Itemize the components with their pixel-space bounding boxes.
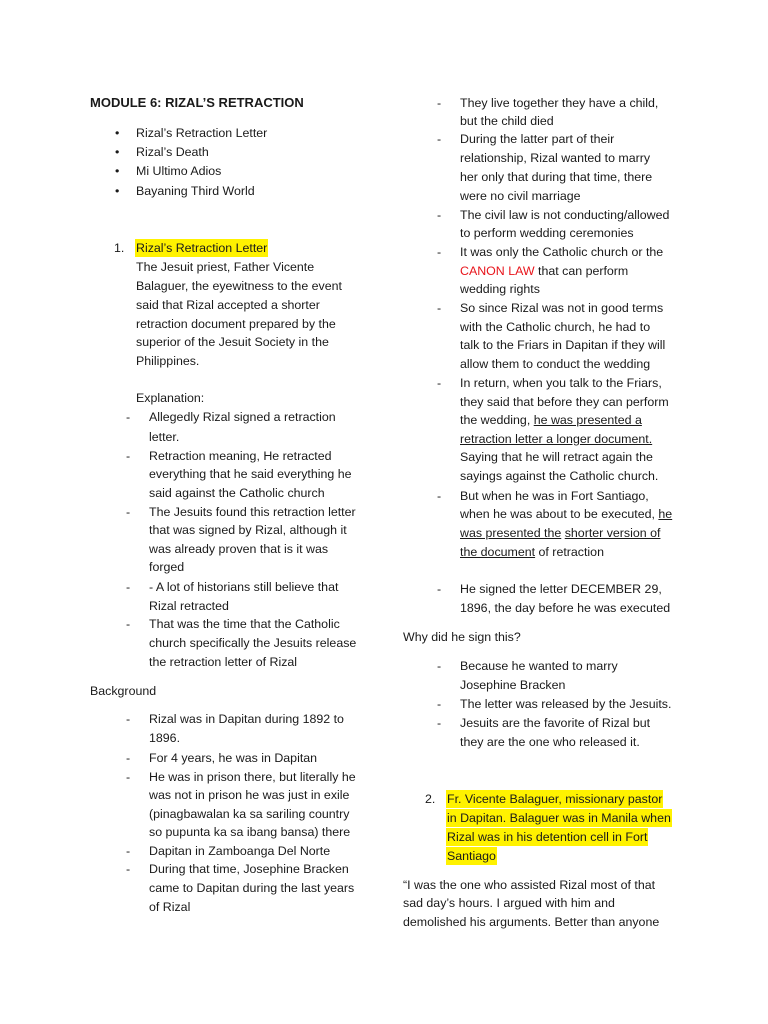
list-item-cont: (pinagbawalan ka sa sariling country [149, 807, 350, 821]
list-item-cont: was not in prison he was just in exile [149, 788, 350, 802]
canon-law-highlight: CANON LAW [460, 264, 535, 278]
list-item: - He signed the letter DECEMBER 29, [460, 580, 662, 598]
section1-heading: Rizal’s Retraction Letter [136, 241, 268, 255]
list-item-cont: to perform wedding ceremonies [460, 226, 634, 240]
list-item: - He was in prison there, but literally he [149, 768, 356, 786]
list-item: - That was the time that the Catholic [149, 615, 340, 633]
list-item-cont: her only that during that time, there [460, 170, 653, 184]
paragraph-line: said that Rizal accepted a shorter [136, 298, 320, 312]
list-item: - In return, when you talk to the Friars, [460, 374, 662, 392]
list-item: - The letter was released by the Jesuits. [460, 695, 671, 713]
section1-number: 1. [114, 241, 125, 255]
list-item: - Jesuits are the favorite of Rizal but [460, 714, 650, 732]
topic-item: • Mi Ultimo Adios [136, 162, 221, 180]
list-item-cont: church specifically the Jesuits release [149, 636, 357, 650]
paragraph-line: superior of the Jesuit Society in the [136, 335, 329, 349]
list-item-cont: Josephine Bracken [460, 678, 566, 692]
list-item: - It was only the Catholic church or the [460, 243, 663, 261]
why-label: Why did he sign this? [403, 630, 521, 644]
text-run: the wedding, [460, 413, 534, 427]
list-item: - - A lot of historians still believe that [149, 578, 338, 596]
list-item-cont: said against the Catholic church [149, 486, 325, 500]
list-item: - Because he wanted to marry [460, 657, 618, 675]
topic-item: • Rizal’s Retraction Letter [136, 124, 267, 142]
list-item: - During that time, Josephine Bracken [149, 860, 349, 878]
list-item-cont [460, 505, 672, 523]
list-item-cont [460, 262, 628, 280]
list-item-cont: Rizal retracted [149, 599, 229, 613]
section2-heading-line: Rizal was in his detention cell in Fort [447, 830, 648, 844]
paragraph-line: The Jesuit priest, Father Vicente [136, 260, 315, 274]
section2-heading-line: in Dapitan. Balaguer was in Manila when [447, 811, 671, 825]
section2-heading-line: Fr. Vicente Balaguer, missionary pastor [447, 792, 663, 806]
page-title: MODULE 6: RIZAL’S RETRACTION [90, 95, 304, 110]
background-label: Background [90, 684, 157, 698]
list-item-cont: forged [149, 560, 185, 574]
list-item-cont: everything that he said everything he [149, 467, 352, 481]
list-item: - They live together they have a child, [460, 94, 658, 112]
list-item-cont: were no civil marriage [460, 189, 581, 203]
list-item: - Rizal was in Dapitan during 1892 to [149, 710, 344, 728]
paragraph-line: Philippines. [136, 354, 200, 368]
explanation-label: Explanation: [136, 391, 205, 405]
quote-line: sad day’s hours. I argued with him and [403, 896, 615, 910]
list-item: - For 4 years, he was in Dapitan [149, 749, 317, 767]
list-item-cont: wedding rights [460, 282, 540, 296]
underlined-text: retraction letter a longer document. [460, 432, 653, 446]
list-item-cont: allow them to conduct the wedding [460, 357, 651, 371]
list-item-cont [460, 524, 660, 542]
paragraph-line: Balaguer, the eyewitness to the event [136, 279, 342, 293]
list-item-cont: that was signed by Rizal, although it [149, 523, 347, 537]
list-item-cont: they said that before they can perform [460, 395, 669, 409]
paragraph-line: retraction document prepared by the [136, 317, 336, 331]
list-item: - The civil law is not conducting/allowed [460, 206, 669, 224]
list-item-cont: so pupunta ka sa ibang bansa) there [149, 825, 351, 839]
list-item-cont: they are the one who released it. [460, 735, 640, 749]
list-item: - But when he was in Fort Santiago, [460, 487, 649, 505]
section2-number: 2. [425, 792, 436, 806]
list-item-cont: the retraction letter of Rizal [149, 655, 298, 669]
list-item: - Dapitan in Zamboanga Del Norte [149, 842, 330, 860]
list-item: - During the latter part of their [460, 130, 614, 148]
list-item: - Retraction meaning, He retracted [149, 447, 332, 465]
topic-item: • Rizal’s Death [136, 143, 209, 161]
list-item-cont: came to Dapitan during the last years [149, 881, 355, 895]
underlined-text: was presented the [460, 526, 562, 540]
underlined-text: he [658, 507, 673, 521]
list-item-cont: letter. [149, 430, 180, 444]
list-item-cont: relationship, Rizal wanted to marry [460, 151, 651, 165]
list-item-cont: of Rizal [149, 900, 191, 914]
section2-heading-line: Santiago [447, 849, 496, 863]
list-item-cont: but the child died [460, 114, 554, 128]
list-item-cont: was already proven that is it was [149, 542, 329, 556]
underlined-text: the document [460, 545, 536, 559]
list-item: - So since Rizal was not in good terms [460, 299, 663, 317]
list-item-cont: talk to the Friars in Dapitan if they will [460, 338, 666, 352]
canon-law-rest: that can perform [534, 264, 629, 278]
list-item: - The Jesuits found this retraction letter [149, 503, 356, 521]
list-item-cont: Saying that he will retract again the [460, 450, 653, 464]
list-item-cont [460, 411, 642, 429]
list-item-cont: sayings against the Catholic church. [460, 469, 659, 483]
underlined-text: shorter version of [564, 526, 661, 540]
underlined-text: he was presented a [533, 413, 642, 427]
list-item-cont: with the Catholic church, he had to [460, 320, 651, 334]
text-run: when he was about to be executed, [460, 507, 659, 521]
list-item-cont: 1896, the day before he was executed [460, 601, 671, 615]
list-item-cont [460, 543, 604, 561]
text-run: of retraction [535, 545, 604, 559]
quote-line: demolished his arguments. Better than anyone [403, 915, 660, 929]
list-item: - Allegedly Rizal signed a retraction [149, 408, 336, 426]
list-item-cont: 1896. [149, 731, 181, 745]
quote-line: “I was the one who assisted Rizal most of that [403, 878, 656, 892]
topic-item: • Bayaning Third World [136, 182, 255, 200]
